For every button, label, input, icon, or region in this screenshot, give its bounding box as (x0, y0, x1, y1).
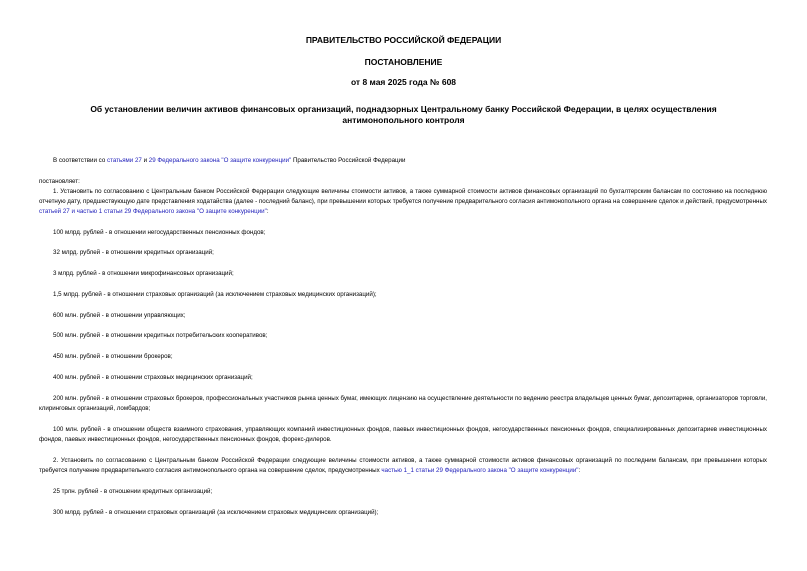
item-2-text: 2. Установить по согласованию с Центральным банком Российской Федерации следующие величины стоимости активов, а также суммарной стоимости активов финансовых организаций по последним балансам, при превышении которых требуется получение предварительного согласия антимонопольного органа на совершение сделок, предусмотренных (39, 457, 767, 474)
list-item: 200 млн. рублей - в отношении страховых брокеров, профессиональных участников рынка ценных бумаг, имеющих лицензию на осуществление деятельности по ведению реестра владельцев ценных бумаг, депозитариев, организаторов торговли, клиринговых организаций, ломбардов; (39, 395, 767, 412)
list-item: 100 млрд. рублей - в отношении негосударственных пенсионных фондов; (53, 229, 266, 236)
list-item: 100 млн. рублей - в отношении обществ взаимного страхования, управляющих компаний инвестиционных фондов, паевых инвестиционных фондов, негосударственных пенсионных фондов, специализированных депозитариев инвестиционных фондов, паевых инвестиционных фондов, негосударственных пенсионных фондов, форекс-дилеров. (39, 426, 767, 443)
link-item-1-law[interactable]: статьей 27 и частью 1 статьи 29 Федерального закона "О защите конкуренции" (39, 208, 267, 215)
link-competition-law[interactable]: 29 Федерального закона "О защите конкуренции" (148, 157, 292, 164)
list-item: 600 млн. рублей - в отношении управляющих; (53, 312, 186, 319)
list-item: 300 млрд. рублей - в отношении страховых организаций (за исключением страховых медицинских организаций); (53, 509, 379, 516)
link-article-27[interactable]: статьями 27 (106, 157, 142, 164)
preamble-text-2: и (141, 157, 149, 164)
list-item: 25 трлн. рублей - в отношении кредитных организаций; (53, 488, 213, 495)
preamble (39, 156, 767, 166)
list-item: 450 млн. рублей - в отношении брокеров; (53, 353, 173, 360)
item-1-paragraph (39, 187, 767, 217)
resolves-line: постановляет: (39, 178, 80, 185)
item-2-paragraph (39, 456, 767, 476)
list-item: 400 млн. рублей - в отношении страховых медицинских организаций; (53, 374, 253, 381)
preamble-text-1: В соответствии со (53, 157, 107, 164)
item-1-tail: : (266, 208, 269, 215)
list-item: 3 млрд. рублей - в отношении микрофинансовых организаций; (53, 270, 234, 277)
link-item-2-law[interactable]: частью 1_1 статьи 29 Федерального закона "О защите конкуренции" (381, 467, 579, 474)
date-number-heading: от 8 мая 2025 года № 608 (350, 77, 457, 87)
item-1-text: 1. Установить по согласованию с Центральным банком Российской Федерации следующие величины стоимости активов, а также суммарной стоимости активов финансовых организаций по бухгалтерским балансам по состоянию на последнюю отчетную дату, предшествующую дате представления ходатайства (далее - последний баланс), при превышении которых требуется получение предварительного согласия антимонопольного органа на совершение сделок и действий, предусмотренных (39, 188, 767, 205)
list-item: 32 млрд. рублей - в отношении кредитных организаций; (53, 249, 214, 256)
document-title: Об установлении величин активов финансовых организаций, поднадзорных Центральному банку Российской Федерации, в целях осуществления антимонопольного контроля (90, 104, 717, 125)
item-2-tail: : (578, 467, 581, 474)
list-item: 500 млн. рублей - в отношении кредитных потребительских кооперативов; (53, 332, 268, 339)
preamble-text-3: Правительство Российской Федерации (291, 157, 406, 164)
list-item: 1,5 млрд. рублей - в отношении страховых организаций (за исключением страховых медицинских организаций); (53, 291, 377, 298)
issuer-heading: ПРАВИТЕЛЬСТВО РОССИЙСКОЙ ФЕДЕРАЦИИ (305, 35, 502, 45)
document-type-heading: ПОСТАНОВЛЕНИЕ (364, 57, 443, 67)
